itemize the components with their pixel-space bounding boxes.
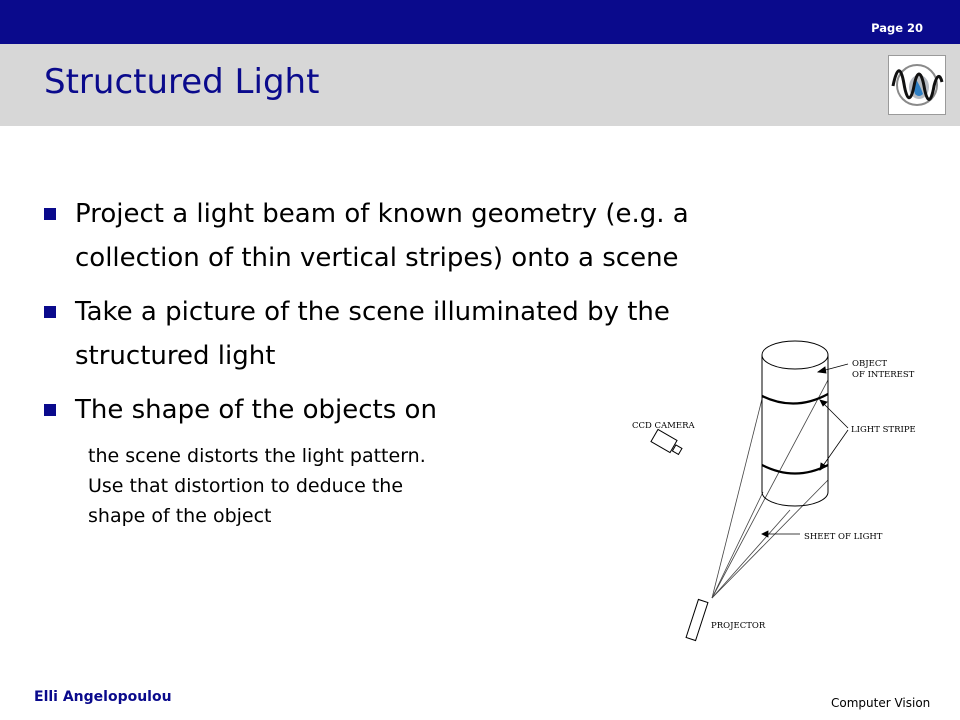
university-logo bbox=[888, 55, 946, 115]
label-projector: PROJECTOR bbox=[711, 621, 766, 631]
bullet-text: Take a picture of the scene illuminated by the structured light bbox=[75, 297, 670, 371]
ccd-camera-icon bbox=[651, 429, 682, 454]
projector-icon bbox=[686, 599, 708, 640]
sub-paragraph: the scene distorts the light pattern. Use that distortion to deduce the shape of the object bbox=[88, 445, 426, 527]
slide-title: Structured Light bbox=[44, 62, 320, 102]
light-stripes bbox=[762, 394, 828, 474]
header-bar bbox=[0, 0, 960, 44]
structured-light-diagram bbox=[600, 330, 960, 650]
waveform-logo-icon bbox=[889, 56, 945, 114]
bullet-marker bbox=[44, 306, 56, 318]
course-name: Computer Vision bbox=[831, 696, 931, 710]
label-arrows bbox=[762, 364, 848, 537]
light-rays bbox=[712, 380, 828, 598]
label-light-stripe: LIGHT STRIPE bbox=[851, 425, 916, 435]
label-object: OBJECT bbox=[852, 359, 888, 369]
label-ccd-camera: CCD CAMERA bbox=[632, 421, 695, 431]
bullet-marker bbox=[44, 208, 56, 220]
page-number: Page 20 bbox=[871, 21, 923, 35]
bullet-text: Project a light beam of known geometry (e.g. a collection of thin vertical stripes) onto a scene bbox=[75, 199, 689, 273]
author-name: Elli Angelopoulou bbox=[34, 689, 172, 705]
label-of-interest: OF INTEREST bbox=[852, 370, 915, 380]
label-sheet-of-light: SHEET OF LIGHT bbox=[804, 532, 883, 542]
cylinder-object-icon bbox=[762, 341, 828, 506]
bullet-text: The shape of the objects on bbox=[75, 395, 437, 425]
bullet-marker bbox=[44, 404, 56, 416]
